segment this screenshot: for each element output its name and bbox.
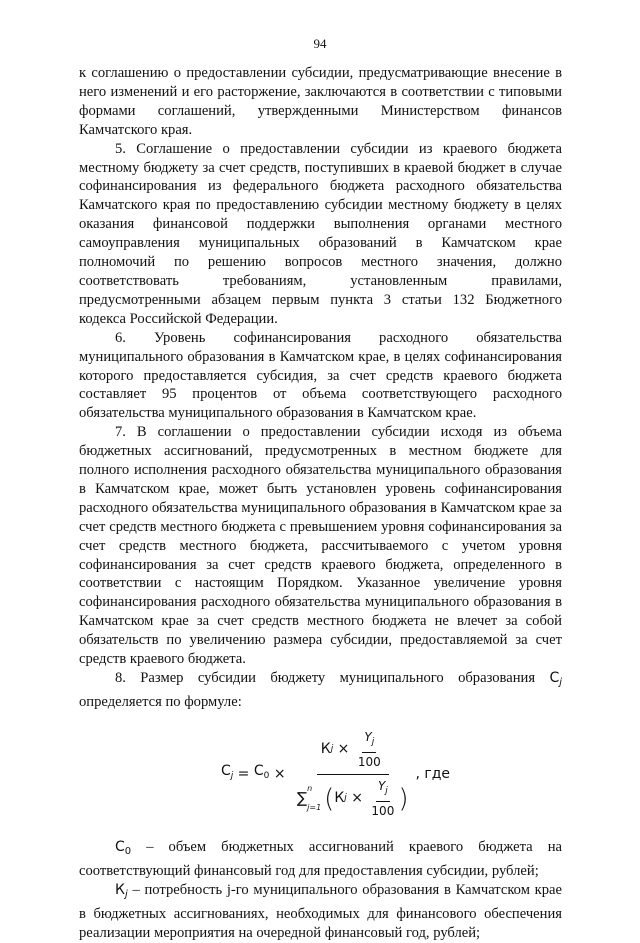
formula-where: , где: [415, 765, 451, 782]
paragraph-5: 5. Соглашение о предоставлении субсидии из краевого бюджета местному бюджету за счет средств, поступивших в краевой бюджет в случае софинансирования из федерального бюджета расходного обязательства Камчатского края по предоставлению субсидии местному бюджету в целях оказания финансовой поддержки выполнения органами местного самоуправления муниципальных образований в Камчатском крае полномочий по решению вопросов местного значения, должно соответствовать требованиям, установленным правилами, предусмотренными абзацем первым пункта 3 статьи 132 Бюджетного кодекса Российской Федерации.: [79, 140, 562, 327]
equals-sign: =: [233, 765, 254, 782]
c0-symbol: $C_0$: [115, 839, 132, 858]
sum-sign: ∑: [297, 789, 308, 808]
subsidy-formula: [79, 728, 562, 821]
paragraph-8: [79, 669, 562, 712]
page-number: 94: [313, 36, 327, 51]
formula-lhs: $C_j$: [220, 763, 234, 782]
paragraph-continuation: к соглашению о предоставлении субсидии, предусматривающие внесение в него изменений и его расторжение, заключаются в соответствии с типовыми формами соглашений, утвержденными Министерством финансов Камчатского края.: [79, 65, 562, 138]
denominator-y-over-100: $\frac{Y_j}{100}$: [371, 778, 395, 818]
times-sign: ×: [269, 765, 291, 782]
fraction-numerator: К j × $\frac{Y_j}{100}$: [317, 728, 389, 775]
paragraph-6: 6. Уровень софинансирования расходного обязательства муниципального образования в Камчатском крае, в целях софинансирования которого предоставляется субсидия, за счет средств краевого бюджета составляет 95 процентов от объема соответствующего расходного обязательства муниципального образования в Камчатском крае.: [79, 329, 562, 422]
document-body: [79, 64, 562, 943]
paragraph-7: 7. В соглашении о предоставлении субсидии исходя из объема бюджетных ассигнований, предусмотренных в местном бюджете для полного исполнения расходного обязательства муниципального образования в Камчатском крае, может быть установлен уровень софинансирования расходного обязательства муниципального образования в Камчатском крае за счет средств местного бюджета с превышением уровня софинансирования за счет средств местного бюджета, рассчитываемого с учетом уровня софинансирования за счет средств краевого бюджета, определенного в соответствии с настоящим Порядком. Указанное увеличение уровня софинансирования расходного обязательства муниципального образования в Камчатском крае за счет средств местного бюджета не влечет за собой обязательств по увеличению размера субсидии, предоставляемой за счет средств краевого бюджета.: [79, 424, 562, 668]
fraction-denominator: ∑ n j=1 ( К j × $\frac{Y_j}{100}$ ): [293, 775, 412, 821]
definition-c0: $C_0$ – объем бюджетных ассигнований краевого бюджета на соответствующий финансовый год для предоставления субсидии, рублей;: [79, 839, 562, 880]
inline-cj: $C_j$: [549, 670, 562, 688]
paragraph-8-lead: 8. Размер субсидии бюджету муниципального образования: [115, 670, 550, 686]
kj-symbol: $К_j$: [115, 882, 128, 901]
numerator-y-over-100: $\frac{Y_j}{100}$: [357, 729, 381, 769]
definition-kj: $К_j$ – потребность j-го муниципального образования в Камчатском крае в бюджетных ассигнованиях, необходимых для финансового обеспечения реализации мероприятия на очередной финансовый год, рублей;: [79, 882, 562, 942]
main-fraction: [293, 728, 412, 821]
formula-c0: $C_0$: [253, 763, 270, 782]
paragraph-8-tail: определяется по формуле:: [79, 693, 242, 710]
